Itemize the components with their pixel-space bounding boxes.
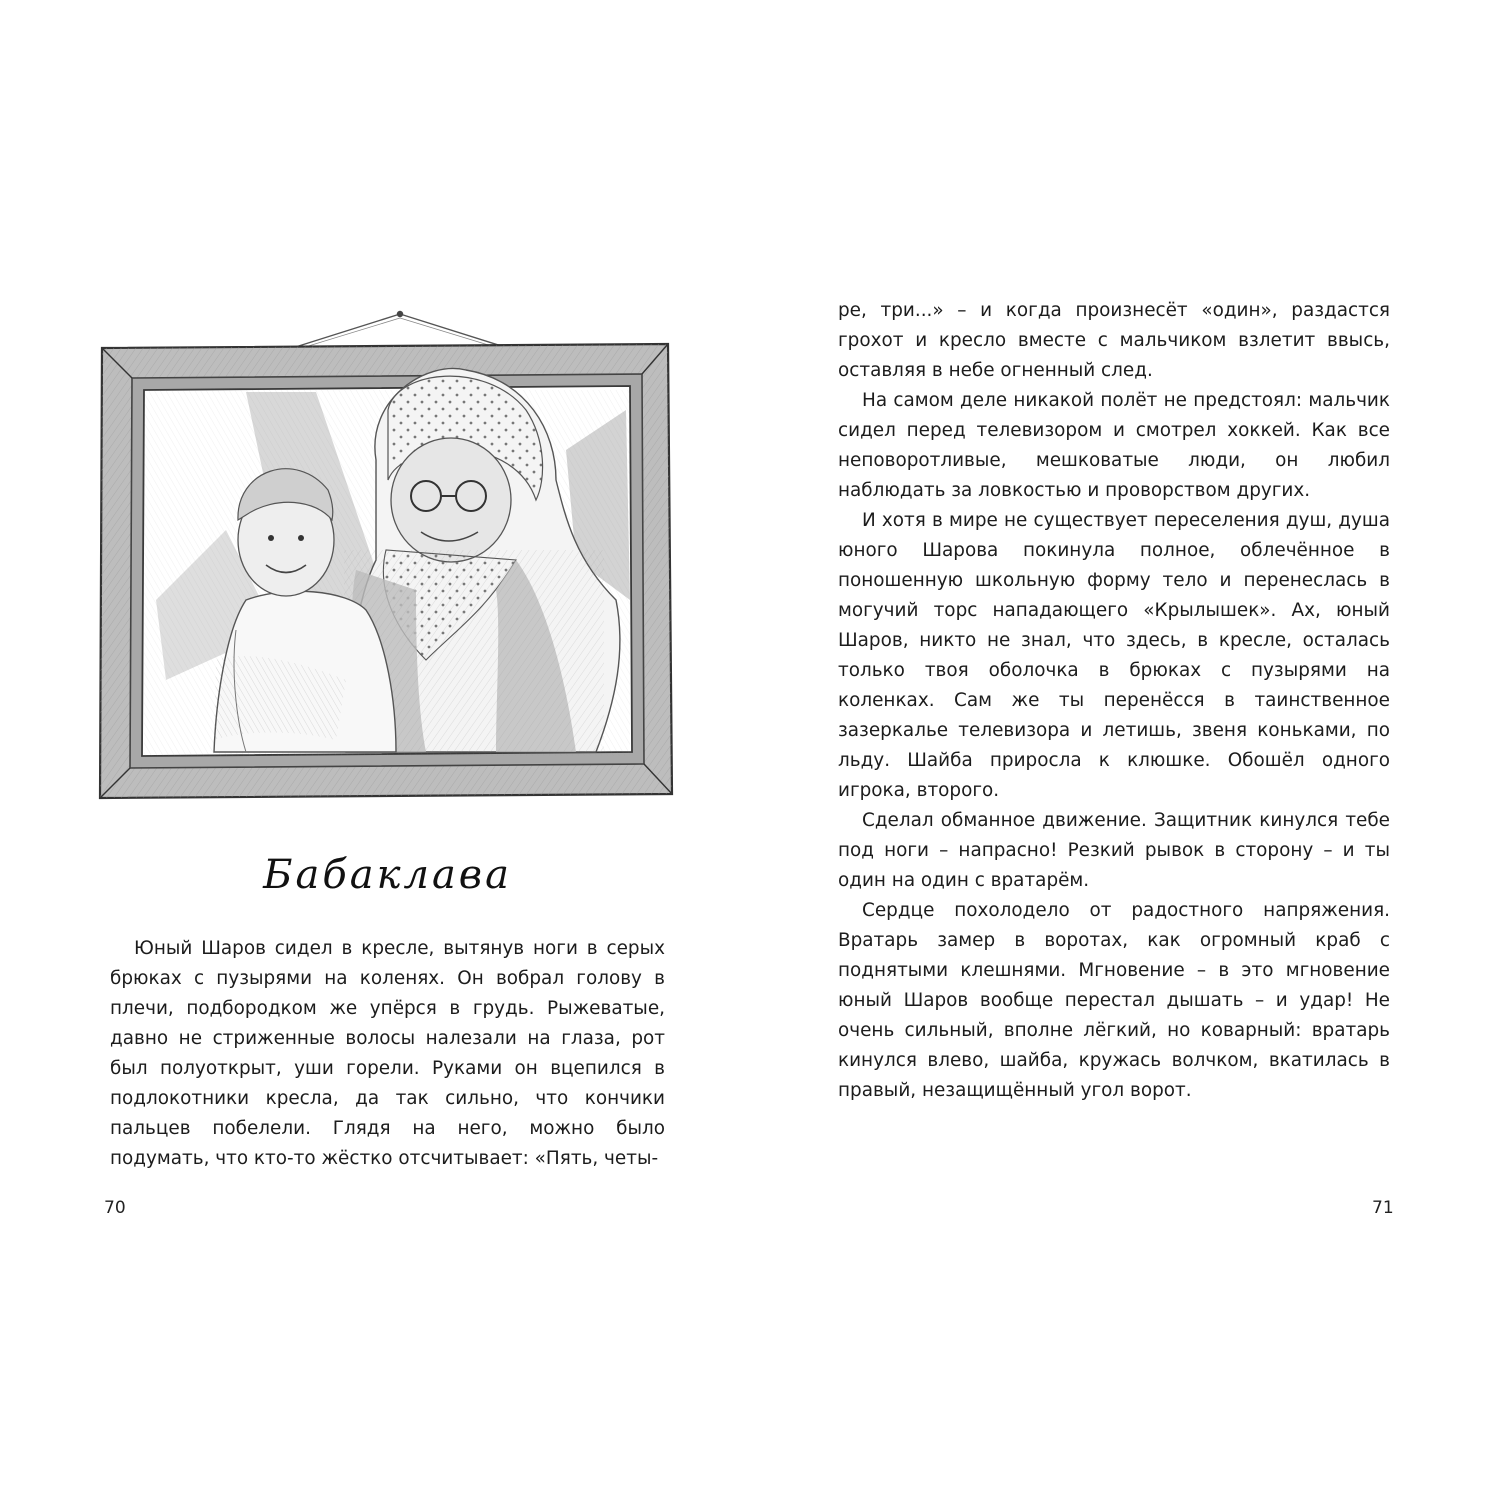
paragraph: Юный Шаров сидел в кресле, вытянув ноги в серых брюках с пузырями на коленях. Он вобрал голову в плечи, подбородком же упёрся в грудь. Рыжеватые, давно не стриженные волосы налезали на глаза, рот был полуоткрыт, уши горели. Руками он вцепился в подлокотники кресла, да так сильно, что кончики пальцев побелели. Глядя на него, можно было подумать, что кто-то жёстко отсчитывает: «Пять, четы- (110, 938, 665, 1169)
page-number-left: 70 (104, 1198, 126, 1218)
paragraph: ре, три...» – и когда произнесёт «один», раздастся грохот и кресло вместе с мальчиком взлетит ввысь, оставляя в небе огненный след. (838, 300, 1390, 381)
right-page (750, 0, 1500, 1500)
paragraph: На самом деле никакой полёт не предстоял: мальчик сидел перед телевизором и смотрел хоккей. Как все неповоротливые, мешковатые люди, он любил наблюдать за ловкостью и проворством других. (838, 390, 1390, 501)
page-number-right: 71 (1372, 1198, 1394, 1218)
paragraph: Сердце похолодело от радостного напряжения. Вратарь замер в воротах, как огромный краб с поднятыми клешнями. Мгновение – в это мгновение юный Шаров вообще перестал дышать – и удар! Не очень сильный, вполне лёгкий, но коварный: вратарь кинулся влево, шайба, кружась волчком, вкатилась в правый, незащищённый угол ворот. (838, 900, 1390, 1101)
framed-portrait-illustration (96, 300, 678, 805)
left-page-text (110, 934, 665, 1174)
right-page-text (838, 296, 1390, 1106)
chapter-title: Бабаклава (263, 852, 512, 898)
paragraph: И хотя в мире не существует переселения душ, душа юного Шарова покинула полное, облечённое в поношенную школьную форму тело и перенеслась в могучий торс нападающего «Крылышек». Ах, юный Шаров, никто не знал, что здесь, в кресле, осталась только твоя оболочка в брюках с пузырями на коленках. Сам же ты перенёсся в таинственное зазеркалье телевизора и летишь, звеня коньками, по льду. Шайба приросла к клюшке. Обошёл одного игрока, второго. (838, 510, 1390, 801)
paragraph: Сделал обманное движение. Защитник кинулся тебе под ноги – напрасно! Резкий рывок в сторону – и ты один на один с вратарём. (838, 810, 1390, 891)
